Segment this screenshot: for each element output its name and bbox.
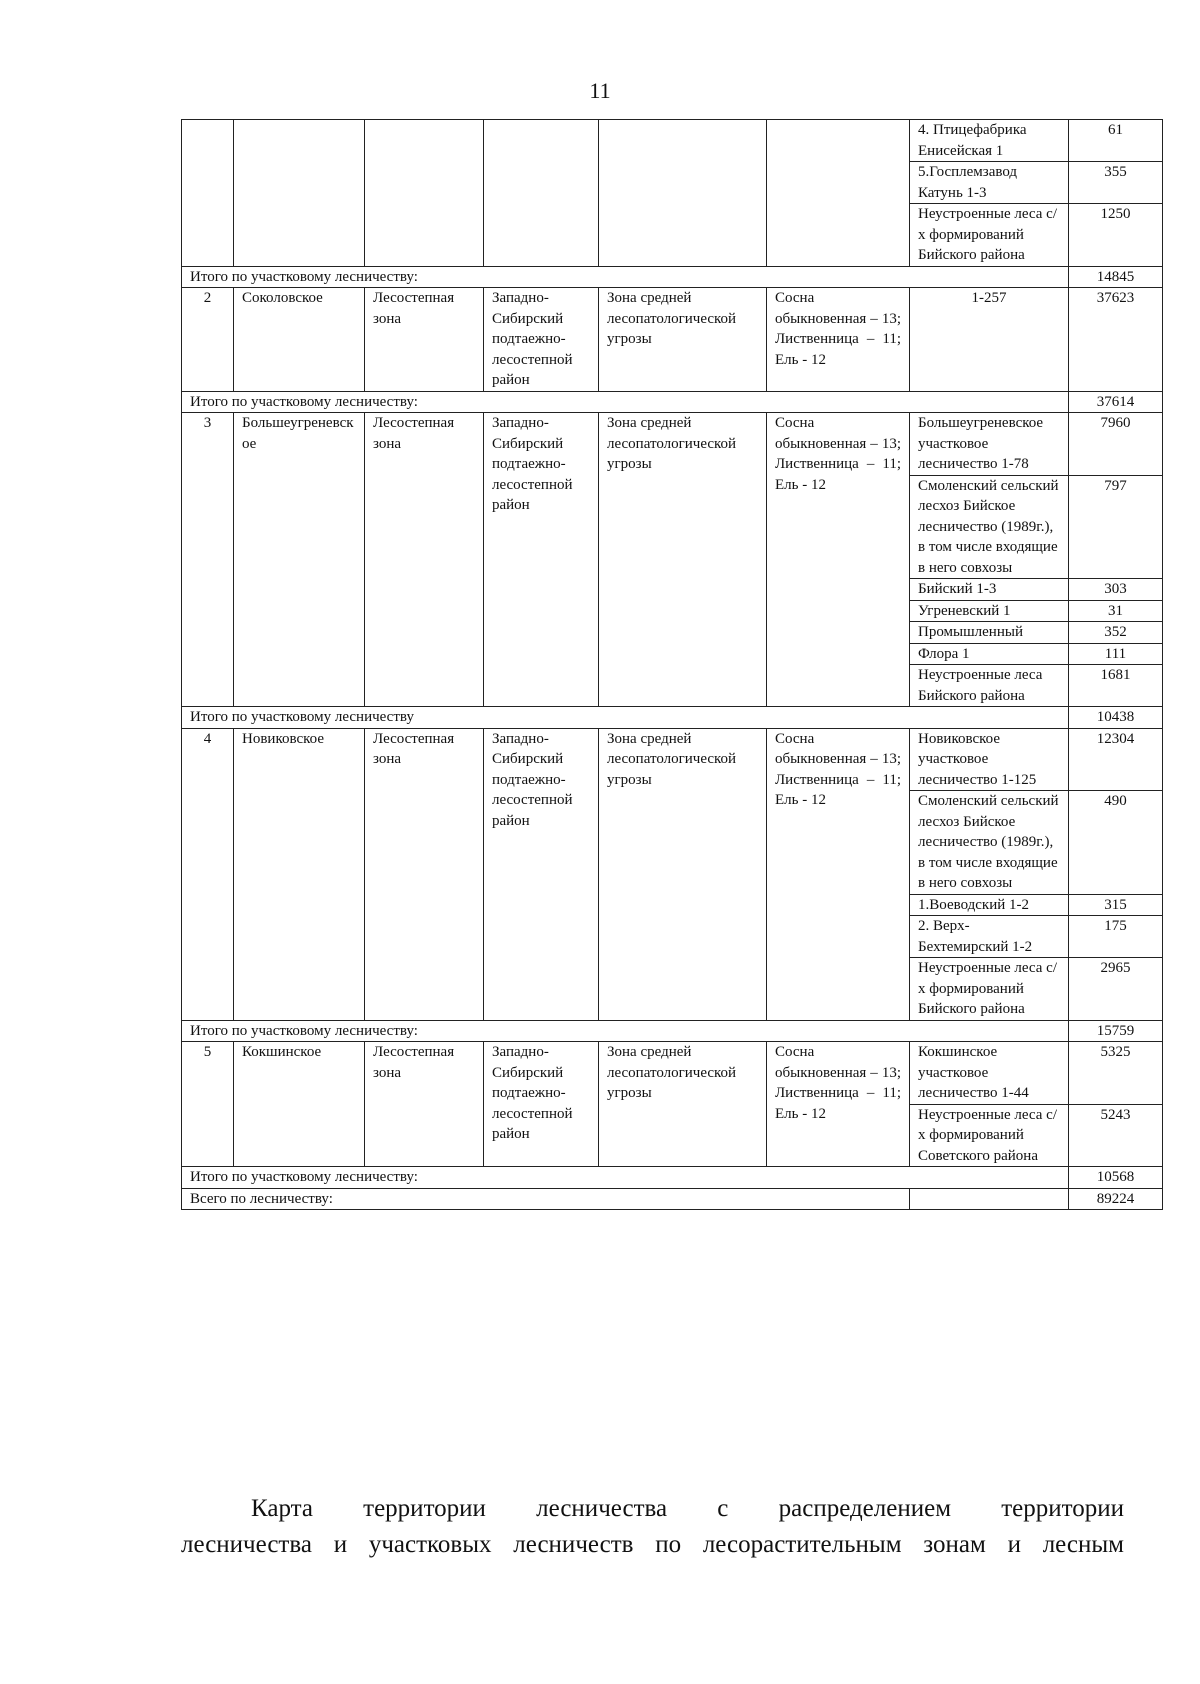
place-cell: Флора 1 <box>910 643 1069 665</box>
place-cell: Неустроенные леса с/х формирований Советского района <box>910 1104 1069 1167</box>
section-number: 3 <box>182 413 234 707</box>
species-list: Сосна обыкновенная – 13; Лиственница – 11; Ель - 12 <box>767 728 910 1020</box>
grand-total-value: 89224 <box>1069 1188 1163 1210</box>
place-cell: Бийский 1-3 <box>910 579 1069 601</box>
forestry-name: Кокшинское <box>234 1042 365 1167</box>
area-cell: 490 <box>1069 791 1163 895</box>
threat-zone: Зона средней лесопатологической угрозы <box>599 288 767 392</box>
subtotal-label: Итого по участковому лесничеству: <box>182 1020 1069 1042</box>
forest-zone: Лесостепная зона <box>365 413 484 707</box>
subtotal-row <box>182 391 1163 413</box>
forest-zone: Лесостепная зона <box>365 1042 484 1167</box>
area-cell: 1681 <box>1069 665 1163 707</box>
subtotal-label: Итого по участковому лесничеству: <box>182 266 1069 288</box>
place-cell: Неустроенные леса с/х формирований Бийского района <box>910 958 1069 1021</box>
area-cell: 5243 <box>1069 1104 1163 1167</box>
subtotal-label: Итого по участковому лесничеству: <box>182 391 1069 413</box>
place-cell: Смоленский сельский лесхоз Бийское лесничество (1989г.), в том числе входящие в него совхозы <box>910 791 1069 895</box>
area-cell: 355 <box>1069 162 1163 204</box>
table-row <box>182 120 1163 162</box>
table-row <box>182 413 1163 476</box>
threat-zone: Зона средней лесопатологической угрозы <box>599 1042 767 1167</box>
area-cell: 31 <box>1069 600 1163 622</box>
subtotal-row <box>182 1167 1163 1189</box>
subtotal-value: 10568 <box>1069 1167 1163 1189</box>
grand-total-label: Всего по лесничеству: <box>182 1188 910 1210</box>
place-cell: 1.Воеводский 1-2 <box>910 894 1069 916</box>
subtotal-row <box>182 266 1163 288</box>
species-list: Сосна обыкновенная – 13; Лиственница – 11; Ель - 12 <box>767 1042 910 1167</box>
table-row <box>182 1042 1163 1105</box>
place-cell: Неустроенные леса с/х формирований Бийского района <box>910 204 1069 267</box>
section-number: 2 <box>182 288 234 392</box>
table-row <box>182 288 1163 392</box>
area-cell: 61 <box>1069 120 1163 162</box>
forest-district: Западно-Сибирский подтаежно-лесостепной район <box>484 413 599 707</box>
subtotal-row <box>182 707 1163 729</box>
forest-zone: Лесостепная зона <box>365 728 484 1020</box>
forest-zone: Лесостепная зона <box>365 288 484 392</box>
place-cell: 1-257 <box>910 288 1069 392</box>
subtotal-row <box>182 1020 1163 1042</box>
threat-zone: Зона средней лесопатологической угрозы <box>599 728 767 1020</box>
area-cell: 797 <box>1069 475 1163 579</box>
threat-zone: Зона средней лесопатологической угрозы <box>599 413 767 707</box>
subtotal-value: 14845 <box>1069 266 1163 288</box>
section-number: 5 <box>182 1042 234 1167</box>
forestry-name: Большеугреневское <box>234 413 365 707</box>
place-cell: 4. Птицефабрика Енисейская 1 <box>910 120 1069 162</box>
place-cell: Угреневский 1 <box>910 600 1069 622</box>
forestry-name: Новиковское <box>234 728 365 1020</box>
species-list: Сосна обыкновенная – 13; Лиственница – 11; Ель - 12 <box>767 413 910 707</box>
section-number: 4 <box>182 728 234 1020</box>
subtotal-value: 15759 <box>1069 1020 1163 1042</box>
place-cell: Смоленский сельский лесхоз Бийское лесничество (1989г.), в том числе входящие в него совхозы <box>910 475 1069 579</box>
place-cell: Новиковское участковое лесничество 1-125 <box>910 728 1069 791</box>
caption-line-1: Карта территории лесничества с распределением территории <box>251 1495 1124 1522</box>
subtotal-label: Итого по участковому лесничеству: <box>182 1167 1069 1189</box>
area-cell: 5325 <box>1069 1042 1163 1105</box>
map-caption <box>181 1491 1124 1563</box>
place-cell: Неустроенные леса Бийского района <box>910 665 1069 707</box>
table-row <box>182 728 1163 791</box>
forest-district: Западно-Сибирский подтаежно-лесостепной район <box>484 728 599 1020</box>
place-cell: 5.Госплемзавод Катунь 1-3 <box>910 162 1069 204</box>
area-cell: 352 <box>1069 622 1163 644</box>
area-cell: 12304 <box>1069 728 1163 791</box>
place-cell: Промышленный <box>910 622 1069 644</box>
species-list: Сосна обыкновенная – 13; Лиственница – 11; Ель - 12 <box>767 288 910 392</box>
subtotal-value: 37614 <box>1069 391 1163 413</box>
caption-line-2: лесничества и участковых лесничеств по лесорастительным зонам и лесным <box>181 1531 1124 1558</box>
forestry-table <box>181 119 1163 1210</box>
area-cell: 37623 <box>1069 288 1163 392</box>
forest-district: Западно-Сибирский подтаежно-лесостепной район <box>484 288 599 392</box>
subtotal-label: Итого по участковому лесничеству <box>182 707 1069 729</box>
subtotal-value: 10438 <box>1069 707 1163 729</box>
page-number: 11 <box>589 78 611 103</box>
grand-total-empty <box>910 1188 1069 1210</box>
place-cell: 2. Верх-Бехтемирский 1-2 <box>910 916 1069 958</box>
area-cell: 1250 <box>1069 204 1163 267</box>
forestry-name: Соколовское <box>234 288 365 392</box>
grand-total-row <box>182 1188 1163 1210</box>
forest-district: Западно-Сибирский подтаежно-лесостепной район <box>484 1042 599 1167</box>
area-cell: 315 <box>1069 894 1163 916</box>
area-cell: 2965 <box>1069 958 1163 1021</box>
area-cell: 111 <box>1069 643 1163 665</box>
area-cell: 7960 <box>1069 413 1163 476</box>
table-body <box>182 120 1163 1210</box>
area-cell: 175 <box>1069 916 1163 958</box>
place-cell: Большеугреневское участковое лесничество 1-78 <box>910 413 1069 476</box>
place-cell: Кокшинское участковое лесничество 1-44 <box>910 1042 1069 1105</box>
area-cell: 303 <box>1069 579 1163 601</box>
